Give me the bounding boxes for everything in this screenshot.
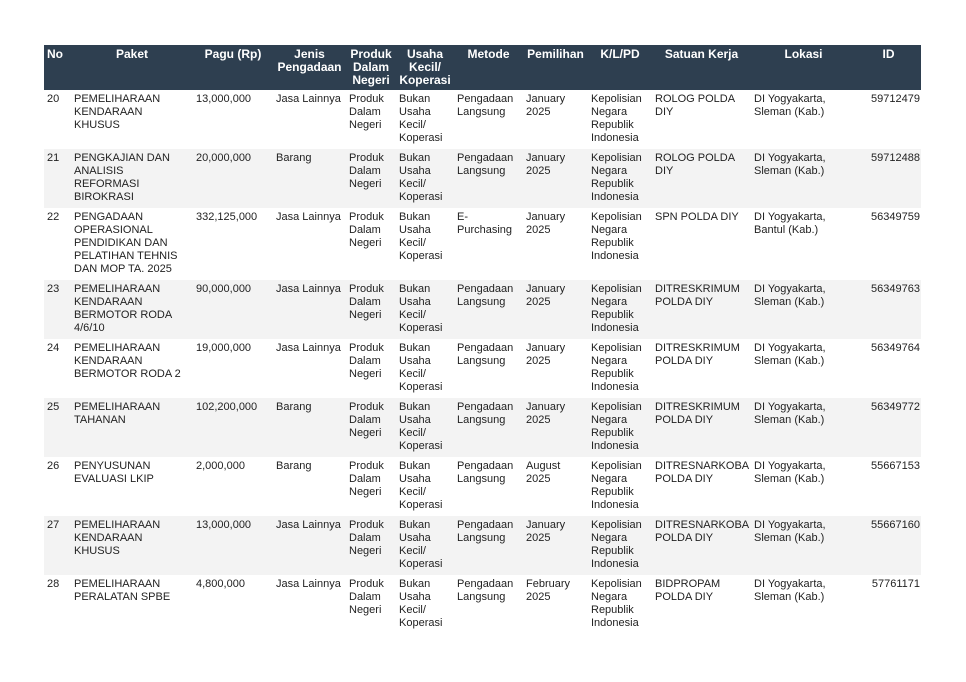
header-produk-dalam-negeri: Produk Dalam Negeri (346, 45, 396, 90)
header-no: No (44, 45, 71, 90)
header-usaha-kecil-koperasi: Usaha Kecil/ Koperasi (396, 45, 454, 90)
cell-pagu: 2,000,000 (196, 460, 245, 472)
cell-pemilihan: August 2025 (526, 460, 561, 485)
cell-no: 24 (47, 342, 60, 354)
table-row (44, 339, 921, 398)
cell-id: 59712479 (871, 93, 920, 105)
header-klpd: K/L/PD (588, 45, 652, 90)
cell-lokasi: DI Yogyakarta, Sleman (Kab.) (754, 578, 826, 603)
cell-usaha: Bukan Usaha Kecil/ Koperasi (399, 342, 443, 393)
cell-no: 26 (47, 460, 60, 472)
cell-no: 20 (47, 93, 60, 105)
cell-jenis: Barang (273, 398, 346, 457)
cell-pemilihan: January 2025 (523, 516, 588, 575)
table-row (44, 280, 921, 339)
cell-no: 21 (44, 149, 71, 208)
header-jenis-pengadaan: Jenis Pengadaan (273, 45, 346, 90)
cell-pagu: 102,200,000 (193, 398, 273, 457)
cell-no: 23 (44, 280, 71, 339)
cell-produk: Produk Dalam Negeri (346, 280, 396, 339)
cell-satker: DITRESNARKOBA POLDA DIY (652, 516, 751, 575)
cell-metode: Pengadaan Langsung (454, 398, 523, 457)
cell-lokasi: DI Yogyakarta, Sleman (Kab.) (751, 516, 856, 575)
cell-lokasi: DI Yogyakarta, Sleman (Kab.) (751, 398, 856, 457)
cell-klpd: Kepolisian Negara Republik Indonesia (591, 460, 642, 511)
header-paket: Paket (71, 45, 193, 90)
cell-lokasi: DI Yogyakarta, Bantul (Kab.) (754, 211, 826, 236)
cell-jenis: Barang (276, 460, 312, 472)
cell-klpd: Kepolisian Negara Republik Indonesia (591, 578, 642, 629)
cell-lokasi: DI Yogyakarta, Sleman (Kab.) (754, 460, 826, 485)
cell-lokasi: DI Yogyakarta, Sleman (Kab.) (751, 149, 856, 208)
cell-paket: PEMELIHARAAN TAHANAN (71, 398, 193, 457)
cell-satker: SPN POLDA DIY (655, 211, 739, 223)
cell-metode: Pengadaan Langsung (454, 149, 523, 208)
cell-pemilihan: January 2025 (523, 398, 588, 457)
cell-id: 59712488 (856, 149, 921, 208)
table-row (44, 90, 921, 149)
procurement-table (44, 45, 921, 634)
cell-pagu: 332,125,000 (196, 211, 258, 223)
header-id: ID (856, 45, 921, 90)
cell-klpd: Kepolisian Negara Republik Indonesia (588, 398, 652, 457)
header-pagu: Pagu (Rp) (193, 45, 273, 90)
table-row (44, 516, 921, 575)
cell-pagu: 20,000,000 (193, 149, 273, 208)
cell-produk: Produk Dalam Negeri (349, 93, 384, 131)
cell-usaha: Bukan Usaha Kecil/ Koperasi (396, 398, 454, 457)
cell-satker: DITRESKRIMUM POLDA DIY (652, 398, 751, 457)
cell-lokasi: DI Yogyakarta, Sleman (Kab.) (754, 342, 826, 367)
cell-jenis: Jasa Lainnya (276, 93, 341, 105)
cell-satker: DITRESKRIMUM POLDA DIY (652, 280, 751, 339)
cell-metode: Pengadaan Langsung (457, 460, 514, 485)
cell-produk: Produk Dalam Negeri (346, 398, 396, 457)
cell-paket: PEMELIHARAAN KENDARAAN KHUSUS (71, 516, 193, 575)
cell-klpd: Kepolisian Negara Republik Indonesia (588, 149, 652, 208)
cell-metode: Pengadaan Langsung (454, 280, 523, 339)
cell-pagu: 4,800,000 (196, 578, 245, 590)
cell-pagu: 90,000,000 (193, 280, 273, 339)
table-row (44, 575, 921, 634)
cell-paket: PEMELIHARAAN KENDARAAN BERMOTOR RODA 2 (74, 342, 181, 380)
cell-pemilihan: January 2025 (523, 280, 588, 339)
cell-satker: ROLOG POLDA DIY (652, 149, 751, 208)
cell-metode: Pengadaan Langsung (457, 93, 514, 118)
header-metode: Metode (454, 45, 523, 90)
cell-klpd: Kepolisian Negara Republik Indonesia (591, 342, 642, 393)
cell-klpd: Kepolisian Negara Republik Indonesia (588, 280, 652, 339)
cell-jenis: Barang (273, 149, 346, 208)
cell-satker: BIDPROPAM POLDA DIY (655, 578, 721, 603)
table-row (44, 457, 921, 516)
cell-pemilihan: January 2025 (526, 342, 566, 367)
cell-produk: Produk Dalam Negeri (349, 460, 384, 498)
cell-metode: Pengadaan Langsung (454, 516, 523, 575)
cell-pagu: 19,000,000 (196, 342, 252, 354)
cell-id: 56349759 (871, 211, 920, 223)
cell-id: 55667160 (856, 516, 921, 575)
cell-produk: Produk Dalam Negeri (346, 516, 396, 575)
cell-paket: PEMELIHARAAN KENDARAAN KHUSUS (74, 93, 161, 131)
cell-usaha: Bukan Usaha Kecil/ Koperasi (396, 149, 454, 208)
cell-no: 28 (47, 578, 60, 590)
cell-paket: PEMELIHARAAN KENDARAAN BERMOTOR RODA 4/6/10 (71, 280, 193, 339)
cell-jenis: Jasa Lainnya (273, 280, 346, 339)
cell-usaha: Bukan Usaha Kecil/ Koperasi (399, 460, 443, 511)
cell-pemilihan: January 2025 (523, 149, 588, 208)
cell-no: 27 (44, 516, 71, 575)
table-row (44, 149, 921, 208)
cell-pemilihan: February 2025 (526, 578, 571, 603)
table-row (44, 208, 921, 280)
cell-jenis: Jasa Lainnya (276, 578, 341, 590)
cell-klpd: Kepolisian Negara Republik Indonesia (591, 211, 642, 262)
header-lokasi: Lokasi (751, 45, 856, 90)
cell-paket: PEMELIHARAAN PERALATAN SPBE (74, 578, 171, 603)
cell-paket: PENGKAJIAN DAN ANALISIS REFORMASI BIROKRASI (71, 149, 193, 208)
cell-jenis: Jasa Lainnya (273, 516, 346, 575)
cell-id: 55667153 (871, 460, 920, 472)
cell-pagu: 13,000,000 (196, 93, 252, 105)
cell-paket: PENYUSUNAN EVALUASI LKIP (74, 460, 154, 485)
header-satuan-kerja: Satuan Kerja (652, 45, 751, 90)
cell-pemilihan: January 2025 (526, 211, 566, 236)
cell-usaha: Bukan Usaha Kecil/ Koperasi (399, 93, 443, 144)
cell-usaha: Bukan Usaha Kecil/ Koperasi (399, 578, 443, 629)
cell-id: 57761171 (871, 578, 920, 590)
cell-lokasi: DI Yogyakarta, Sleman (Kab.) (754, 93, 826, 118)
cell-klpd: Kepolisian Negara Republik Indonesia (588, 516, 652, 575)
table-header-row (44, 45, 921, 90)
cell-id: 56349772 (856, 398, 921, 457)
cell-pemilihan: January 2025 (526, 93, 566, 118)
cell-satker: ROLOG POLDA DIY (655, 93, 735, 118)
cell-usaha: Bukan Usaha Kecil/ Koperasi (396, 516, 454, 575)
cell-id: 56349764 (871, 342, 920, 354)
cell-pagu: 13,000,000 (193, 516, 273, 575)
cell-paket: PENGADAAN OPERASIONAL PENDIDIKAN DAN PELATIHAN TEHNIS DAN MOP TA. 2025 (74, 211, 178, 275)
cell-produk: Produk Dalam Negeri (349, 578, 384, 616)
cell-usaha: Bukan Usaha Kecil/ Koperasi (396, 280, 454, 339)
cell-jenis: Jasa Lainnya (276, 342, 341, 354)
cell-klpd: Kepolisian Negara Republik Indonesia (591, 93, 642, 144)
cell-id: 56349763 (856, 280, 921, 339)
cell-satker: DITRESNARKOBA POLDA DIY (655, 460, 749, 485)
header-pemilihan: Pemilihan (523, 45, 588, 90)
cell-no: 25 (44, 398, 71, 457)
cell-metode: E-Purchasing (457, 211, 513, 236)
cell-no: 22 (47, 211, 60, 223)
cell-produk: Produk Dalam Negeri (349, 211, 384, 249)
cell-satker: DITRESKRIMUM POLDA DIY (655, 342, 740, 367)
cell-usaha: Bukan Usaha Kecil/ Koperasi (399, 211, 443, 262)
cell-metode: Pengadaan Langsung (457, 342, 514, 367)
cell-jenis: Jasa Lainnya (276, 211, 341, 223)
cell-lokasi: DI Yogyakarta, Sleman (Kab.) (751, 280, 856, 339)
cell-produk: Produk Dalam Negeri (349, 342, 384, 380)
cell-metode: Pengadaan Langsung (457, 578, 514, 603)
cell-produk: Produk Dalam Negeri (346, 149, 396, 208)
table-row (44, 398, 921, 457)
